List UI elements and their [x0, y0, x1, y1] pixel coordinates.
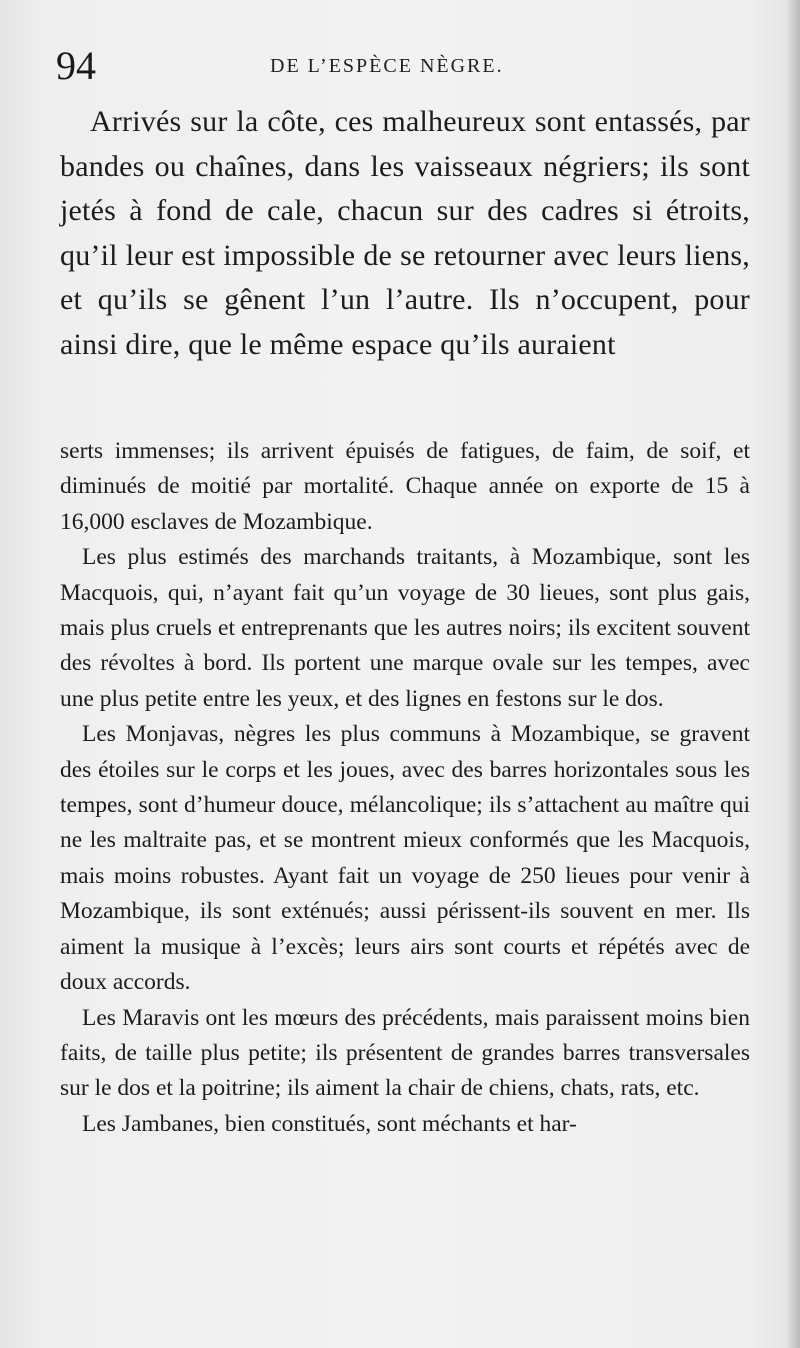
paragraph-continuation: serts immenses; ils arrivent épuisés de fatigues, de faim, de soif, et diminués de moitié par mortalité. Chaque année on exporte de 15 à 16,000 esclaves de Mozambique.: [60, 438, 750, 535]
paragraph-monjavas: Les Monjavas, nègres les plus communs à Mozambique, se gravent des étoiles sur le corps et les joues, avec des barres horizontales sous les tempes, sont d’humeur douce, mélancolique; ils s’attachent au maître qui ne les maltraite pas, et se montrent mieux conformés que les Macquois, mais moins robustes. Ayant fait un voyage de 250 lieues pour venir à Mozambique, ils sont exténués; aussi périssent-ils souvent en mer. Ils aiment la musique à l’excès; leurs airs sont courts et répétés avec de doux accords.: [60, 721, 750, 996]
upper-paragraph: Arrivés sur la côte, ces malheureux sont entassés, par bandes ou chaînes, dans les vaisseaux négriers; ils sont jetés à fond de cale, chacun sur des cadres si étroits, qu’il leur est impossible de se retourner avec leurs liens, et qu’ils se gênent l’un l’autre. Ils n’occupent, pour ainsi dire, que le même espace qu’ils auraient: [60, 105, 750, 361]
lower-text-block: [60, 434, 750, 1142]
paragraph-macquois: Les plus estimés des marchands traitants, à Mozambique, sont les Macquois, qui, n’ayant fait qu’un voyage de 30 lieues, sont plus gais, mais plus cruels et entreprenants que les autres noirs; ils excitent souvent des révoltes à bord. Ils portent une marque ovale sur les tempes, avec une plus petite entre les yeux, et des lignes en festons sur le dos.: [60, 544, 750, 712]
running-title: DE L’ESPÈCE NÈGRE.: [270, 55, 504, 77]
paragraph-maravis: Les Maravis ont les mœurs des précédents, mais paraissent moins bien faits, de taille plus petite; ils présentent de grandes barres transversales sur le dos et la poitrine; ils aiment la chair de chiens, chats, rats, etc.: [60, 1004, 750, 1102]
page-number: 94: [56, 43, 96, 88]
paragraph-jambanes: Les Jambanes, bien constitués, sont méchants et har-: [82, 1110, 577, 1137]
page-header: [56, 42, 742, 90]
